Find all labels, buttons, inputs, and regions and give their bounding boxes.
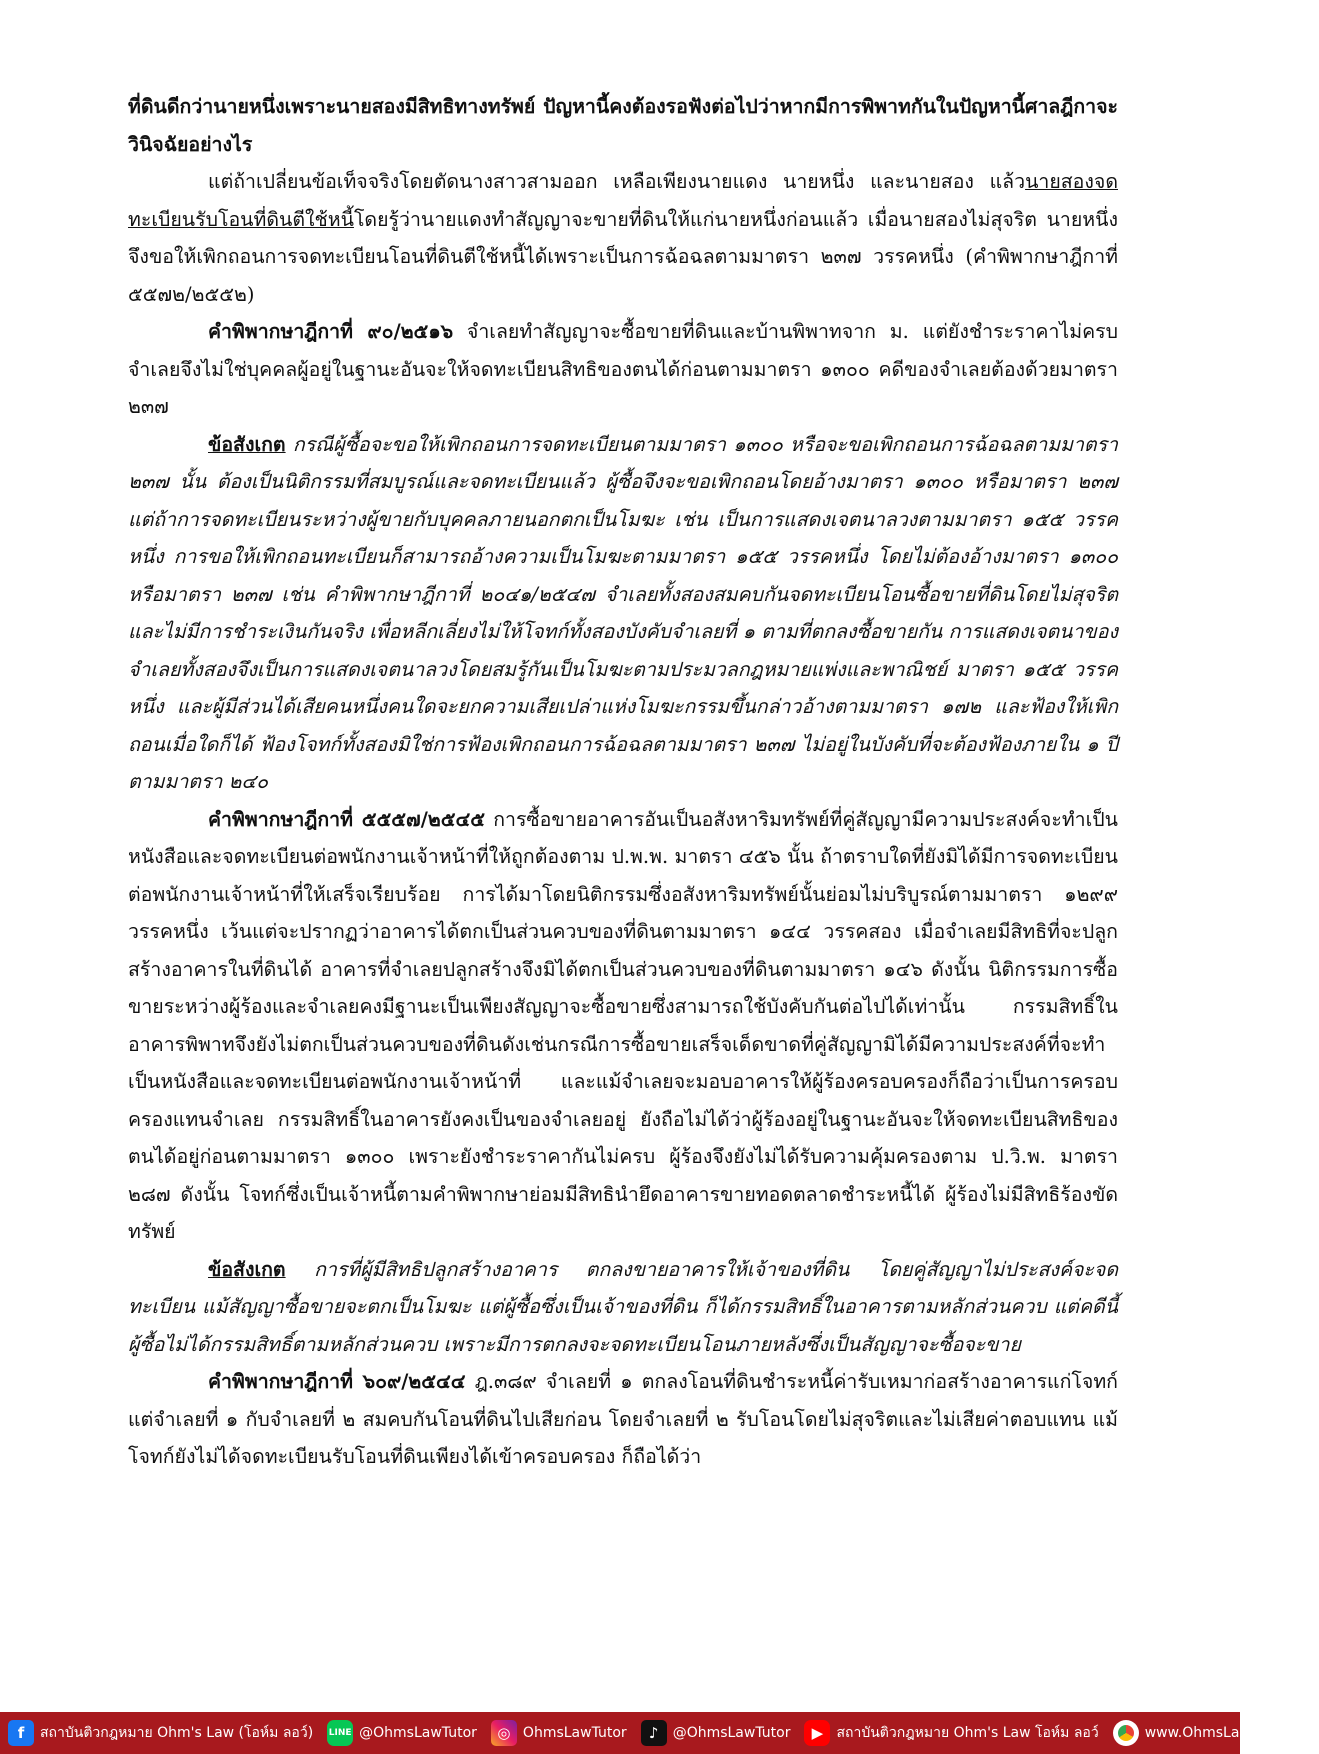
footer-instagram-label: OhmsLawTutor — [522, 1725, 627, 1741]
footer-line-label: @OhmsLawTutor — [359, 1725, 477, 1741]
note-heading: ข้อสังเกต — [208, 1257, 286, 1281]
footer-youtube-label: สถาบันติวกฎหมาย Ohm's Law โอห์ม ลอว์ — [836, 1725, 1099, 1741]
paragraph-2-underlined: นายสองจดทะเบียนรับโอนที่ดินตีใช้หนี้ — [128, 170, 1118, 231]
tiktok-icon: ♪ — [641, 1720, 667, 1746]
facebook-icon: f — [8, 1720, 34, 1746]
paragraph-2 — [128, 163, 1118, 313]
footer-facebook-label: สถาบันติวกฎหมาย Ohm's Law (โอห์ม ลอว์) — [40, 1725, 314, 1741]
footer-youtube-link[interactable] — [804, 1720, 1098, 1746]
footer-tiktok-label: @OhmsLawTutor — [672, 1725, 791, 1741]
judgment-5557-2545 — [128, 801, 1118, 1251]
judgment-heading: คำพิพากษาฎีกาที่ ๕๕๕๗/๒๕๔๕ — [208, 807, 485, 831]
note-heading: ข้อสังเกต — [208, 432, 286, 456]
paragraph-1-text: ที่ดินดีกว่านายหนึ่งเพราะนายสองมีสิทธิทางทรัพย์ ปัญหานี้คงต้องรอฟังต่อไปว่าหากมีการพิพาทกันในปัญหานี้ศาลฎีกาจะวินิจฉัยอย่างไร — [128, 95, 1118, 156]
footer-website-link[interactable] — [1113, 1720, 1319, 1746]
footer-bar — [0, 1712, 1319, 1754]
paragraph-1 — [128, 88, 1118, 163]
footer-website-label: www.OhmsLawTutor.com — [1144, 1725, 1319, 1741]
paragraph-2-text-b: โดยรู้ว่านายแดงทำสัญญาจะขายที่ดินให้แก่นายหนึ่งก่อนแล้ว เมื่อนายสองไม่สุจริต นายหนึ่งจึงขอให้เพิกถอนการจดทะเบียนโอนที่ดินตีใช้หนี้ได้เพราะเป็นการฉ้อฉลตามมาตรา ๒๓๗ วรรคหนึ่ง (คำพิพากษาฎีกาที่ ๕๕๗๒/๒๕๕๒) — [128, 207, 1118, 306]
judgment-heading: คำพิพากษาฎีกาที่ ๙๐/๒๕๑๖ — [208, 320, 454, 343]
paragraph-2-text-a: แต่ถ้าเปลี่ยนข้อเท็จจริงโดยตัดนางสาวสามออก เหลือเพียงนายแดง นายหนึ่ง และนายสอง แล้ว — [208, 170, 1026, 193]
youtube-icon: ▶ — [804, 1720, 830, 1746]
footer-line-link[interactable] — [327, 1720, 477, 1746]
judgment-90-2516 — [128, 313, 1118, 426]
judgment-heading: คำพิพากษาฎีกาที่ ๖๐๙/๒๕๔๔ — [208, 1370, 466, 1393]
footer-tiktok-link[interactable] — [641, 1720, 791, 1746]
footer-facebook-link[interactable] — [8, 1720, 313, 1746]
note-2 — [128, 1251, 1118, 1364]
footer-instagram-link[interactable] — [491, 1720, 627, 1746]
judgment-text: ฎ.๓๘๙ จำเลยที่ ๑ ตกลงโอนที่ดินชำระหนี้ค่ารับเหมาก่อสร้างอาคารแก่โจทก์ แต่จำเลยที่ ๑ กับจำเลยที่ ๒ สมคบกันโอนที่ดินไปเสียก่อน โดยจำเลยที่ ๒ รับโอนโดยไม่สุจริตและไม่เสียค่าตอบแทน แม้โจทก์ยังไม่ได้จดทะเบียนรับโอนที่ดินเพียงได้เข้าครอบครอง ก็ถือได้ว่า — [128, 1370, 1118, 1468]
note-text: กรณีผู้ซื้อจะขอให้เพิกถอนการจดทะเบียนตามมาตรา ๑๓๐๐ หรือจะขอเพิกถอนการฉ้อฉลตามมาตรา ๒๓๗ นั้น ต้องเป็นนิติกรรมที่สมบูรณ์และจดทะเบียนแล้ว ผู้ซื้อจึงจะขอเพิกถอนโดยอ้างมาตรา ๑๓๐๐ หรือมาตรา ๒๓๗ แต่ถ้าการจดทะเบียนระหว่างผู้ขายกับบุคคลภายนอกตกเป็นโมฆะ เช่น เป็นการแสดงเจตนาลวงตามมาตรา ๑๕๕ วรรคหนึ่ง การขอให้เพิกถอนทะเบียนก็สามารถอ้างความเป็นโมฆะตามมาตรา ๑๕๕ วรรคหนึ่ง โดยไม่ต้องอ้างมาตรา ๑๓๐๐ หรือมาตรา ๒๓๗ เช่น คำพิพากษาฎีกาที่ ๒๐๔๑/๒๕๔๗ จำเลยทั้งสองสมคบกันจดทะเบียนโอนซื้อขายที่ดินโดยไม่สุจริตและไม่มีการชำระเงินกันจริง เพื่อหลีกเลี่ยงไม่ให้โจทก์ทั้งสองบังคับจำเลยที่ ๑ ตามที่ตกลงซื้อขายกัน การแสดงเจตนาของจำเลยทั้งสองจึงเป็นการแสดงเจตนาลวงโดยสมรู้กันเป็นโมฆะตามประมวลกฎหมายแพ่งและพาณิชย์ มาตรา ๑๕๕ วรรคหนึ่ง และผู้มีส่วนได้เสียคนหนึ่งคนใดจะยกความเสียเปล่าแห่งโมฆะกรรมขึ้นกล่าวอ้างตามมาตรา ๑๗๒ และฟ้องให้เพิกถอนเมื่อใดก็ได้ ฟ้องโจทก์ทั้งสองมิใช่การฟ้องเพิกถอนการฉ้อฉลตามมาตรา ๒๓๗ ไม่อยู่ในบังคับที่จะต้องฟ้องภายใน ๑ ปี ตามมาตรา ๒๔๐ — [128, 432, 1118, 793]
chrome-icon — [1113, 1720, 1139, 1746]
line-icon: LINE — [327, 1720, 353, 1746]
judgment-text: การซื้อขายอาคารอันเป็นอสังหาริมทรัพย์ที่คู่สัญญามีความประสงค์จะทำเป็นหนังสือและจดทะเบียนต่อพนักงานเจ้าหน้าที่ให้ถูกต้องตาม ป.พ.พ. มาตรา ๔๕๖ นั้น ถ้าตราบใดที่ยังมิได้มีการจดทะเบียนต่อพนักงานเจ้าหน้าที่ให้เสร็จเรียบร้อย การได้มาโดยนิติกรรมซึ่งอสังหาริมทรัพย์นั้นย่อมไม่บริบูรณ์ตามมาตรา ๑๒๙๙ วรรคหนึ่ง เว้นแต่จะปรากฏว่าอาคารได้ตกเป็นส่วนควบของที่ดินตามมาตรา ๑๔๔ วรรคสอง เมื่อจำเลยมีสิทธิที่จะปลูกสร้างอาคารในที่ดินได้ อาคารที่จำเลยปลูกสร้างจึงมิได้ตกเป็นส่วนควบของที่ดินตามมาตรา ๑๔๖ ดังนั้น นิติกรรมการซื้อขายระหว่างผู้ร้องและจำเลยคงมีฐานะเป็นเพียงสัญญาจะซื้อขายซึ่งสามารถใช้บังคับกันต่อไปได้เท่านั้น กรรมสิทธิ์ในอาคารพิพาทจึงยังไม่ตกเป็นส่วนควบของที่ดินดังเช่นกรณีการซื้อขายเสร็จเด็ดขาดที่คู่สัญญามิได้มีความประสงค์ที่จะทำเป็นหนังสือและจดทะเบียนต่อพนักงานเจ้าหน้าที่ และแม้จำเลยจะมอบอาคารให้ผู้ร้องครอบครองก็ถือว่าเป็นการครอบครองแทนจำเลย กรรมสิทธิ์ในอาคารยังคงเป็นของจำเลยอยู่ ยังถือไม่ได้ว่าผู้ร้องอยู่ในฐานะอันจะให้จดทะเบียนสิทธิของตนได้อยู่ก่อนตามมาตรา ๑๓๐๐ เพราะยังชำระราคากันไม่ครบ ผู้ร้องจึงยังไม่ได้รับความคุ้มครองตาม ป.วิ.พ. มาตรา ๒๘๗ ดังนั้น โจทก์ซึ่งเป็นเจ้าหนี้ตามคำพิพากษาย่อมมีสิทธินำยึดอาคารขายทอดตลาดชำระหนี้ได้ ผู้ร้องไม่มีสิทธิร้องขัดทรัพย์ — [128, 807, 1118, 1243]
judgment-609-2544 — [128, 1363, 1118, 1476]
judgment-text: จำเลยทำสัญญาจะซื้อขายที่ดินและบ้านพิพาทจาก ม. แต่ยังชำระราคาไม่ครบ จำเลยจึงไม่ใช่บุคคลผู้อยู่ในฐานะอันจะให้จดทะเบียนสิทธิของตนได้ก่อนตามมาตรา ๑๓๐๐ คดีของจำเลยต้องด้วยมาตรา ๒๓๗ — [128, 320, 1118, 418]
note-text: การที่ผู้มีสิทธิปลูกสร้างอาคาร ตกลงขายอาคารให้เจ้าของที่ดิน โดยคู่สัญญาไม่ประสงค์จะจดทะเบียน แม้สัญญาซื้อขายจะตกเป็นโมฆะ แต่ผู้ซื้อซึ่งเป็นเจ้าของที่ดิน ก็ได้กรรมสิทธิ์ในอาคารตามหลักส่วนควบ แต่คดีนี้ผู้ซื้อไม่ได้กรรมสิทธิ์ตามหลักส่วนควบ เพราะมีการตกลงจะจดทะเบียนโอนภายหลังซึ่งเป็นสัญญาจะซื้อจะขาย — [128, 1257, 1118, 1356]
document-body — [128, 88, 1118, 1476]
instagram-icon: ◎ — [491, 1720, 517, 1746]
note-1 — [128, 426, 1118, 801]
